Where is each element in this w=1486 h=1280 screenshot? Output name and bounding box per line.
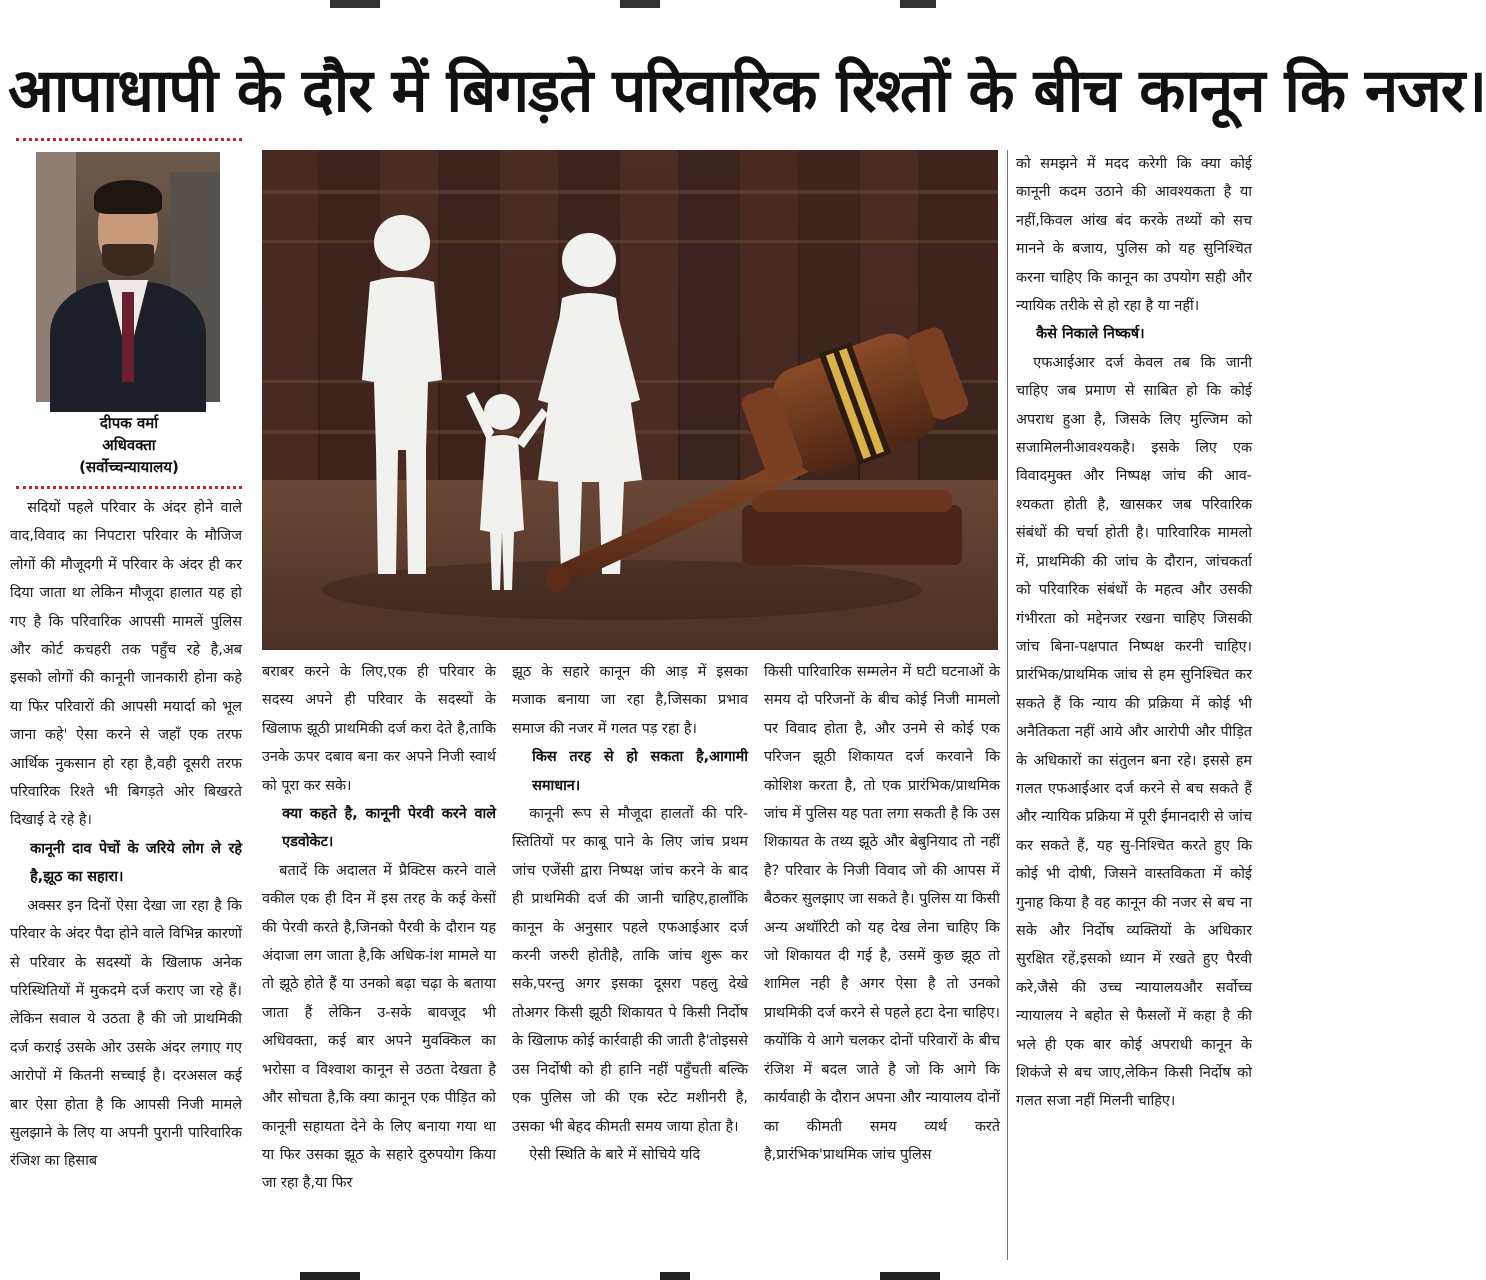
article-column-5	[1016, 150, 1252, 1264]
paragraph: बतादें कि अदालत में प्रैक्टिस करने वाले वकील एक ही दिन में इस तरह के कई केसों की पेरवी करते है,जिनको पैरवी के दौरान यह अंदाजा लग जाता है,कि अधिक-ांश मामले या तो झूठे होते हैं या उनको बढ़ा चढ़ा के बताया जाता हैं लेकिन उ-सके बावजूद भी अधिवक्ता, कई बार अपने मुवक्किल का भरोसा व विश्वाश कानून से उठता देखता है और सोचता है,कि क्या कानून एक पीड़ित को कानूनी सहायता देने के लिए बनाया गया था या फिर उसका झूठ के सहारे दुरुपयोग किया जा रहा है,या फिर	[262, 862, 496, 1192]
paragraph: किसी पारिवारिक सम्मलेन में घटी घटनाओं के समय दो परिजनों के बीच कोई निजी मामलो पर विवाद होता है, और उनमे से कोई एक परिजन झूठी शिकायत दर्ज करवाने कि कोशिश करता है, तो एक प्रारंभिक/प्राथमिक जांच में पुलिस यह पता लगा सकती है कि उस शिकायत के तथ्य झूठे और बेबुनियाद तो नहीं है? परिवार के निजी विवाद जो की आपस में बैठकर सुलझाए जा सकते है। पुलिस या किसी अन्य अथॉरिटी को यह देख लेना चाहिए कि जो शिकायत दी गई है, उसमें कुछ झूठ तो शामिल नही है अगर ऐसा है तो उनको प्राथमिकी दर्ज करने से पहले हटा देना चाहिए। कयोंकि ये आगे चलकर दोनों परिवारों के बीच रंजिश में बदल जाते है जो कि आगे कि कार्यवाही के दौरान अपना और न्यायालय दोनों का कीमती समय व्यर्थ करते है,प्रारंभिक'प्राथमिक जांच पुलिस	[764, 664, 1000, 1163]
article-column-1	[10, 494, 242, 1264]
paragraph: एफआईआर दर्ज केवल तब कि जानी चाहिए जब प्रमाण से साबित हो कि कोई अपराध हुआ है, जिसके लिए मुल्जिम को सजामिलनीआवश्यकहै। इसके लिए एक विवादमुक्त और निष्पक्ष जांच की आव-श्यकता होती है, खासकर जब परिवारिक संबंधों की चर्चा होती है। पारिवारिक मामलो में, प्राथमिकी की जांच के दौरान, जांचकर्ता को परिवारिक संबंधों के महत्व और उसकी गंभीरता को मद्देनजर रखना चाहिए जिसकी जांच बिना-पक्षपात निष्पक्ष करनी चाहिए। प्रारंभिक/प्राथमिक जांच से हम सुनिश्चित कर सकते हैं कि न्याय की प्रक्रिया में कोई भी अनैतिकता नहीं आये और आरोपी और पीड़ित के अधिकारों का संतुलन बना रहे। इससे हम गलत एफआईआर दर्ज करने से बच सकते हैं और न्यायिक प्रक्रिया में पूरी ईमानदारी से जांच कर सकते हैं, यह सु-निश्चित करते हुए कि कोई भी दोषी, जिसने वास्तविकता में कोई गुनाह किया है वह कानून की नजर से बच ना सके और निर्दोष व्यक्तियों के अधिकार सुरक्षित रहें,इसको ध्यान में रखते हुए पैरवी करे,जैसे की उच्च न्यायालयऔर सर्वोच्च न्यायालय ने बहोत से फैसलों में कहा है की भले ही एक बार कोई अपराधी कानून के शिकंजे से बच जाए,लेकिन किसी निर्दोष को गलत सजा नहीं मिलनी चाहिए।	[1016, 354, 1252, 1110]
author-photo	[36, 152, 220, 402]
paragraph: अक्सर इन दिनों ऐसा देखा जा रहा है कि परिवार के अंदर पैदा होने वाले विभिन्न कारणों से परिवार के सदस्यों के खिलाफ अनेक परिस्थितियों में मुकदमे दर्ज कराए जा रहे हैं। लेकिन सवाल ये उठता है की जो प्राथमिकी दर्ज कराई उसके ओर उसके अंदर लगाए गए आरोपों में कितनी सच्चाई है। दरअसल कई बार ऐसा होता है कि आपसी निजी मामले सुलझाने के लिए या अपनी पुरानी पारिवारिक रंजिश का हिसाब	[10, 897, 242, 1170]
paragraph: बराबर करने के लिए,एक ही परिवार के सदस्य अपने ही परिवार के सदस्यों के खिलाफ झूठी प्राथमिकी दर्ज करा देते है,ताकि उनके ऊपर दबाव बना कर अपने निजी स्वार्थ को पूरा कर सके।	[262, 664, 496, 794]
column-rule	[1007, 150, 1008, 1260]
author-court: (सर्वोच्चन्यायालय)	[79, 458, 179, 476]
author-name: दीपक वर्मा	[99, 414, 159, 432]
paragraph: को समझने में मदद करेगी कि क्या कोई कानूनी कदम उठाने की आवश्यकता है या नहीं,किवल आंख बंद करके तथ्यों को सच मानने के बजाय, पुलिस को यह सुनिश्चित करना चाहिए कि कानून का उपयोग सही और न्यायिक तरीके से हो रहा है या नहीं।	[1016, 156, 1252, 315]
article-column-2	[262, 658, 496, 1264]
paragraph: झूठ के सहारे कानून की आड़ में इसका मजाक बनाया जा रहा है,जिसका प्रभाव समाज की नजर में गलत पड़ रहा है।	[512, 664, 748, 737]
paragraph: ऐसी स्थिति के बारे में सोचिये यदि	[529, 1146, 701, 1163]
subheading: कानूनी दाव पेचों के जरिये लोग ले रहे है,झूठ का सहारा।	[30, 840, 242, 886]
bottom-strip	[0, 1268, 1280, 1280]
family-gavel-illustration	[262, 150, 998, 650]
headline: आपाधापी के दौर में बिगड़ते परिवारिक रिश्तों के बीच कानून कि नजर।	[8, 56, 1486, 126]
paragraph: कानूनी रूप से मौजूदा हालतों की परि-स्तितियों पर काबू पाने के लिए जांच प्रथम जांच एजेंसी द्वारा निष्पक्ष जांच करने के बाद ही प्राथमिकी दर्ज की जानी चाहिए,हालाँकि कानून के अनुसार पहले एफआईआर दर्ज करनी जरुरी होतीहै, ताकि जांच शुरू कर सके,परन्तु अगर इसका दूसरा पहलु देखे तोअगर किसी झूठी शिकायत पे किसी निर्दोष के खिलाफ कोई कार्रवाही की जाती है'तोइससे उस निर्दोषी को ही हानि नहीं पहुँचती बल्कि एक पुलिस जो की एक स्टेट मशीनरी है, उसका भी बेहद कीमती समय जाया होता है।	[512, 806, 748, 1135]
subheading: क्या कहते है, कानूनी पेरवी करने वाले एडवोकेट।	[282, 806, 496, 851]
top-strip	[0, 0, 1280, 20]
dotted-rule-bottom	[16, 486, 242, 489]
hero-image	[262, 150, 998, 650]
dotted-rule-top	[16, 138, 242, 141]
subheading: कैसे निकाले निष्कर्ष।	[1036, 326, 1145, 343]
author-title: अधिवक्ता	[102, 436, 156, 454]
subheading: किस तरह से हो सकता है,आगामी समाधान।	[532, 749, 748, 794]
article-column-3	[512, 658, 748, 1264]
author-byline	[16, 412, 242, 478]
article-column-4	[764, 658, 1000, 1264]
paragraph: सदियों पहले परिवार के अंदर होने वाले वाद,विवाद का निपटारा परिवार के मौजिज लोगों की मौजूदगी में परिवार के अंदर ही कर दिया जाता था लेकिन मौजूदा हालात यह हो गए है कि परिवारिक आपसी मामलें पुलिस और कोर्ट कचहरी तक पहुँच रहे है,अब इसको लोगों की कानूनी जानकारी होना कहे या फिर परिवारों की आपसी मयार्दा को भूल जाना कहे' ऐसा करने से जहॉं एक तरफ आर्थिक नुकसान हो रहा है,वही दूसरी तरफ परिवारिक रिश्ते भी बिगड़ते ओर बिखरते दिखाई दे रहे है।	[10, 500, 242, 829]
